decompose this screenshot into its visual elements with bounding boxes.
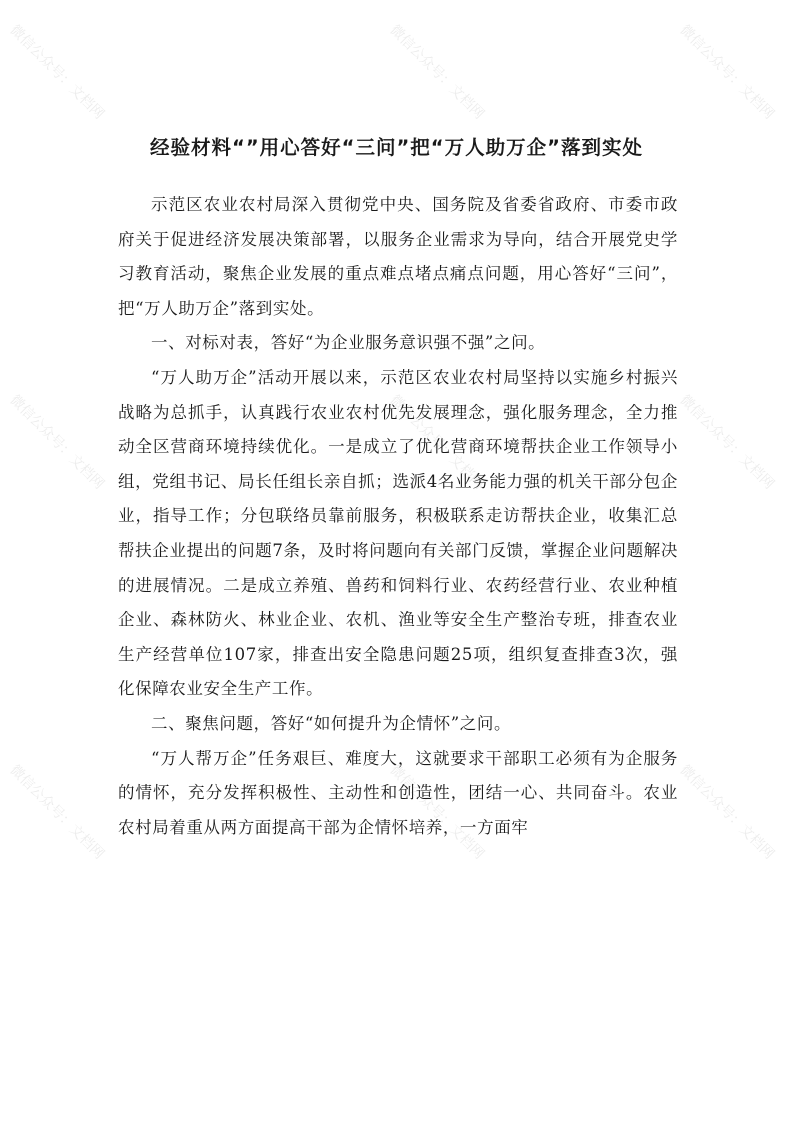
watermark: 微信公众号：文档网 — [386, 762, 487, 863]
watermark: 微信公众号：文档网 — [676, 22, 777, 123]
watermark: 微信公众号：文档网 — [6, 762, 107, 863]
watermark: 微信公众号：文档网 — [676, 392, 777, 493]
document-body — [118, 188, 678, 845]
section-heading-1: 一、对标对表，答好“为企业服务意识强不强”之问。 — [151, 333, 546, 353]
paragraph-section-2: “万人帮万企”任务艰巨、难度大，这就要求干部职工必须有为企服务的情怀，充分发挥积极性、主动性和创造性，团结一心、共同奋斗。农业农村局着重从两方面提高干部为企情怀培养，一方面牢 — [118, 748, 678, 837]
watermark: 微信公众号：文档网 — [676, 762, 777, 863]
watermark: 微信公众号：文档网 — [386, 22, 487, 123]
section-heading-2: 二、聚焦问题，答好“如何提升为企情怀”之问。 — [151, 713, 512, 733]
paragraph-section-1: “万人助万企”活动开展以来，示范区农业农村局坚持以实施乡村振兴战略为总抓手，认真践行农业农村优先发展理念，强化服务理念，全力推动全区营商环境持续优化。一是成立了优化营商环境帮扶企业工作领导小组，党组书记、局长任组长亲自抓；选派4名业务能力强的机关干部分包企业，指导工作；分包联络员靠前服务，积极联系走访帮扶企业，收集汇总帮扶企业提出的问题7条，及时将问题向有关部门反馈，掌握企业问题解决的进展情况。二是成立养殖、兽药和饲料行业、农药经营行业、农业种植企业、森林防火、林业企业、农机、渔业等安全生产整治专班，排查农业生产经营单位107家，排查出安全隐患问题25项，组织复查排查3次，强化保障农业安全生产工作。 — [118, 367, 678, 699]
watermark: 微信公众号：文档网 — [6, 22, 107, 123]
document-title: 经验材料“”用心答好“三问”把“万人助万企”落到实处 — [150, 136, 643, 159]
watermark: 微信公众号：文档网 — [386, 392, 487, 493]
paragraph-intro: 示范区农业农村局深入贯彻党中央、国务院及省委省政府、市委市政府关于促进经济发展决策部署，以服务企业需求为导向，结合开展党史学习教育活动，聚焦企业发展的重点难点堵点痛点问题，用心答好“三问”，把“万人助万企”落到实处。 — [118, 195, 678, 318]
watermark: 微信公众号：文档网 — [6, 392, 107, 493]
